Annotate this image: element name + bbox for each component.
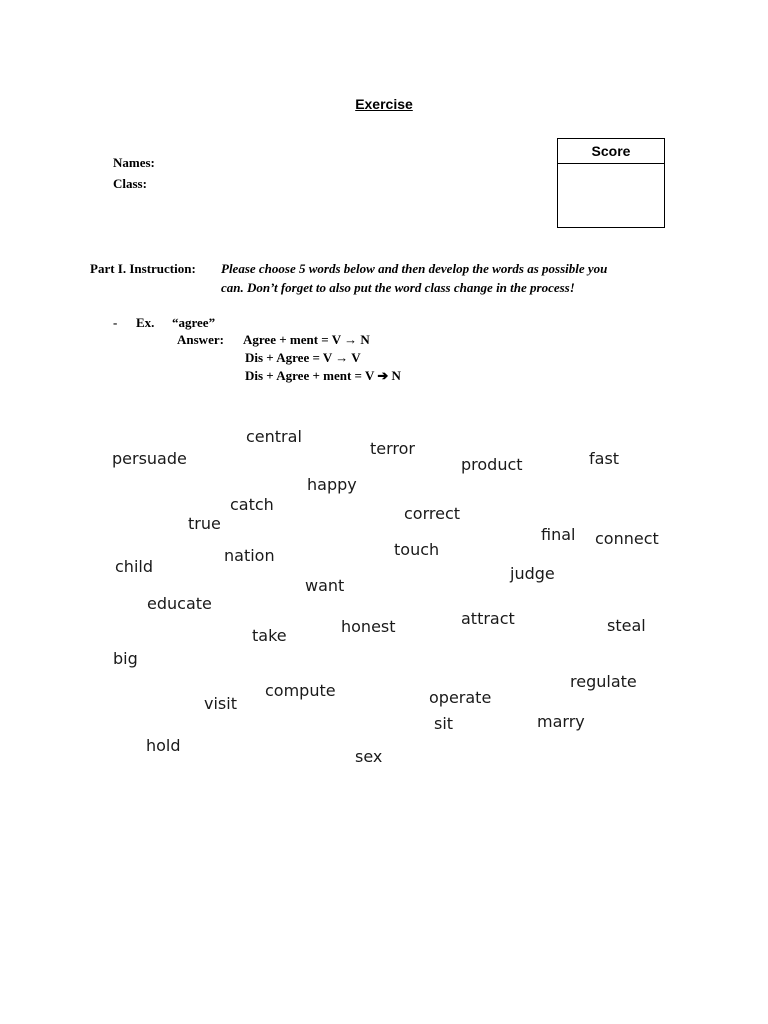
word-item: take xyxy=(252,626,287,645)
word-item: sit xyxy=(434,714,454,733)
word-item: steal xyxy=(607,616,646,635)
word-item: catch xyxy=(230,495,274,514)
word-item: judge xyxy=(510,564,555,583)
class-label: Class: xyxy=(113,176,147,191)
word-item: final xyxy=(541,525,576,544)
instruction-line-1: Please choose 5 words below and then develop the words as possible you xyxy=(221,261,608,276)
word-item: connect xyxy=(595,529,659,548)
word-item: compute xyxy=(265,681,336,700)
answer-line-3: Dis + Agree + ment = V ➔ N xyxy=(245,368,401,383)
word-item: correct xyxy=(404,504,461,523)
word-item: persuade xyxy=(112,449,187,468)
answer-line-1: Agree + ment = V → N xyxy=(243,332,370,347)
word-item: visit xyxy=(204,694,237,713)
word-item: honest xyxy=(341,617,396,636)
word-item: marry xyxy=(537,712,585,731)
part1-label: Part I. Instruction: xyxy=(90,261,196,276)
word-item: big xyxy=(113,649,138,668)
score-box xyxy=(557,138,665,228)
word-item: want xyxy=(305,576,345,595)
word-item: educate xyxy=(147,594,212,613)
score-label: Score xyxy=(558,139,664,164)
word-item: attract xyxy=(461,609,515,628)
word-item: happy xyxy=(307,475,357,494)
page-title: Exercise xyxy=(355,96,413,112)
word-item: child xyxy=(115,557,153,576)
word-item: regulate xyxy=(570,672,637,691)
word-item: touch xyxy=(394,540,440,559)
word-item: fast xyxy=(589,449,620,468)
example-word: “agree” xyxy=(172,315,216,330)
word-item: terror xyxy=(370,439,416,458)
word-item: hold xyxy=(146,736,181,755)
example-bullet: - xyxy=(113,315,118,330)
word-item: true xyxy=(188,514,221,533)
word-item: product xyxy=(461,455,523,474)
answer-line-2: Dis + Agree = V → V xyxy=(245,350,361,365)
word-item: sex xyxy=(355,747,383,766)
instruction-line-2: can. Don’t forget to also put the word class change in the process! xyxy=(221,280,575,295)
names-label: Names: xyxy=(113,155,155,170)
word-item: operate xyxy=(429,688,492,707)
word-item: nation xyxy=(224,546,275,565)
example-label: Ex. xyxy=(136,315,155,330)
answer-label: Answer: xyxy=(177,332,224,347)
word-item: central xyxy=(246,427,302,446)
